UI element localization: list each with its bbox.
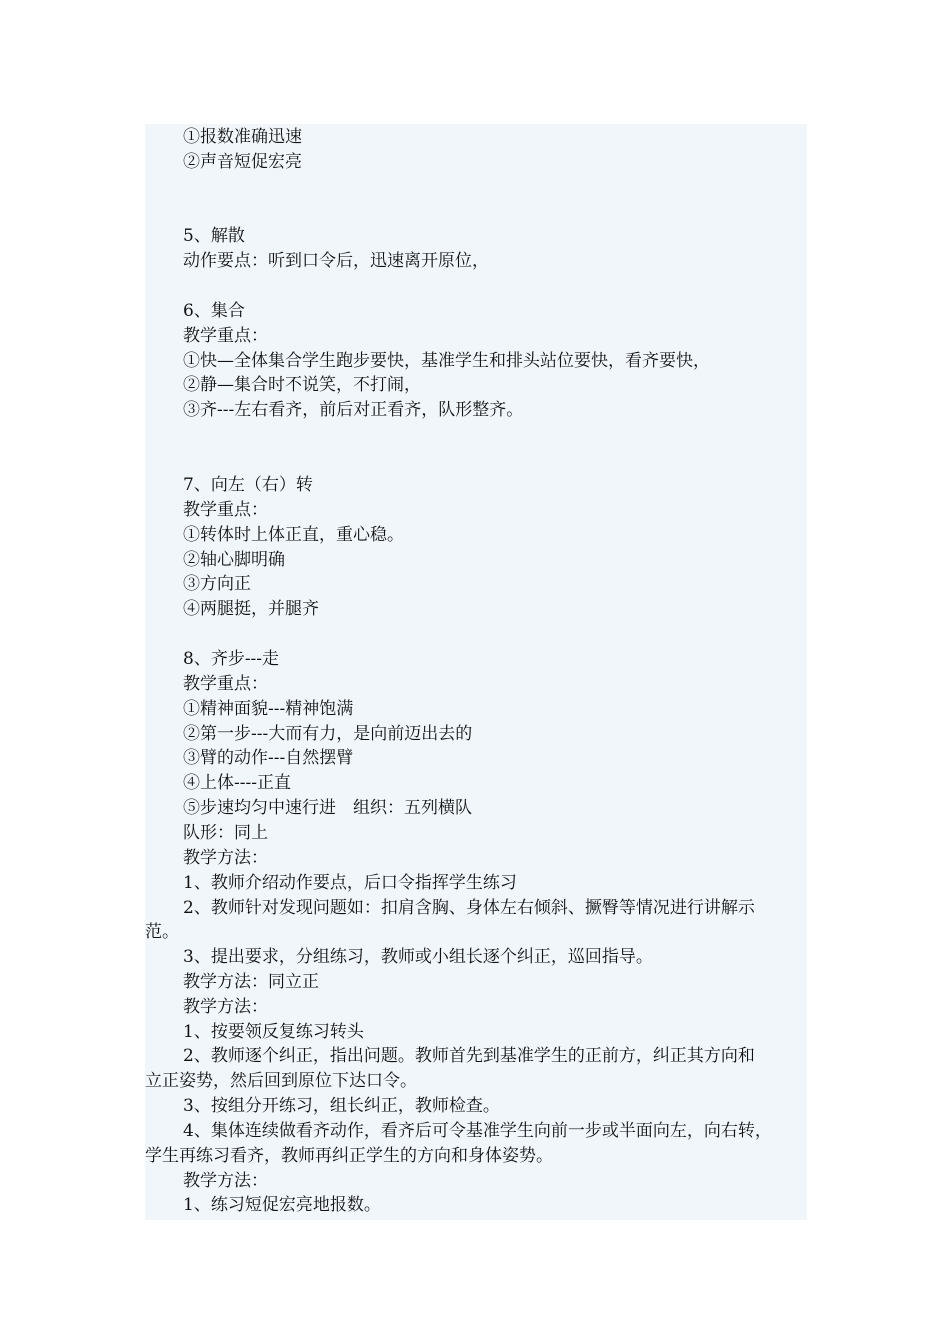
text-line: ⑤步速均匀中速行进 组织：五列横队 xyxy=(183,798,472,818)
text-line: ④两腿挺，并腿齐 xyxy=(183,599,319,619)
text-line: 教学重点： xyxy=(183,500,268,520)
section-heading: 5、解散 xyxy=(183,226,245,246)
section-heading: 6、集合 xyxy=(183,301,245,321)
text-line: ①报数准确迅速 xyxy=(183,127,302,147)
text-line: ①快—全体集合学生跑步要快，基准学生和排头站位要快，看齐要快， xyxy=(183,351,710,371)
text-line: 教学方法：同立正 xyxy=(183,972,319,992)
text-line: 学生再练习看齐，教师再纠正学生的方向和身体姿势。 xyxy=(145,1146,553,1166)
text-line: 1、按要领反复练习转头 xyxy=(183,1022,364,1042)
section-heading: 8、齐步---走 xyxy=(183,649,280,669)
text-line: ③方向正 xyxy=(183,574,251,594)
text-line: 3、提出要求，分组练习，教师或小组长逐个纠正，巡回指导。 xyxy=(183,947,653,967)
text-line: 教学方法： xyxy=(183,848,268,868)
text-line: 队形：同上 xyxy=(183,823,268,843)
section-heading: 7、向左（右）转 xyxy=(183,475,313,495)
text-line: 1、教师介绍动作要点，后口令指挥学生练习 xyxy=(183,873,517,893)
text-line: 教学方法： xyxy=(183,997,268,1017)
text-line: 教学方法： xyxy=(183,1171,268,1191)
text-line: 4、集体连续做看齐动作，看齐后可令基准学生向前一步或半面向左，向右转， xyxy=(183,1121,772,1141)
text-line: 教学重点： xyxy=(183,674,268,694)
text-line: 2、教师逐个纠正，指出问题。教师首先到基准学生的正前方，纠正其方向和 xyxy=(183,1046,755,1066)
text-line: ②声音短促宏亮 xyxy=(183,152,302,172)
text-line: ②静—集合时不说笑，不打闹， xyxy=(183,375,421,395)
text-line: 2、教师针对发现问题如：扣肩含胸、身体左右倾斜、撅臀等情况进行讲解示 xyxy=(183,898,755,918)
text-line: 动作要点：听到口令后，迅速离开原位， xyxy=(183,251,489,271)
text-line: ③齐---左右看齐，前后对正看齐，队形整齐。 xyxy=(183,400,524,420)
text-line: 3、按组分开练习，组长纠正，教师检查。 xyxy=(183,1096,500,1116)
text-line: 范。 xyxy=(145,922,179,942)
text-line: 1、练习短促宏亮地报数。 xyxy=(183,1195,381,1215)
text-line: ①转体时上体正直，重心稳。 xyxy=(183,525,404,545)
text-line: 立正姿势，然后回到原位下达口令。 xyxy=(145,1071,417,1091)
text-line: ③臂的动作---自然摆臂 xyxy=(183,748,354,768)
text-line: 教学重点： xyxy=(183,326,268,346)
text-line: ②第一步---大而有力，是向前迈出去的 xyxy=(183,724,473,744)
text-line: ②轴心脚明确 xyxy=(183,550,285,570)
text-line: ④上体----正直 xyxy=(183,773,291,793)
text-line: ①精神面貌---精神饱满 xyxy=(183,699,354,719)
document-panel xyxy=(145,124,807,1220)
